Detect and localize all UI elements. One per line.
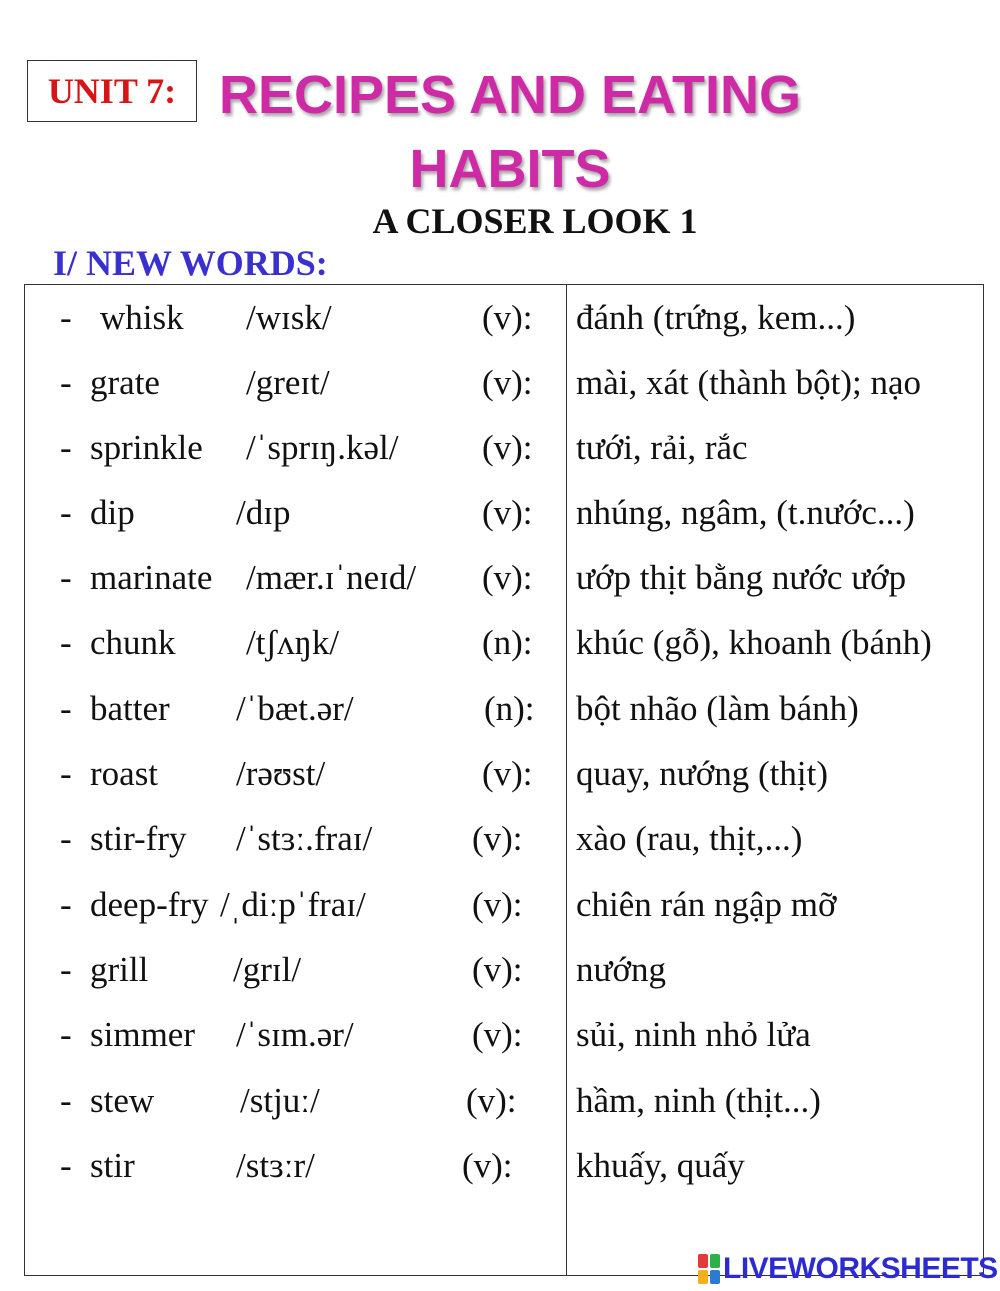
page-title: RECIPES AND EATING HABITS <box>218 65 802 199</box>
vocab-meaning: chiên rán ngập mỡ <box>576 885 837 924</box>
bullet-dash: - <box>60 1146 72 1185</box>
vocab-word: deep-fry <box>90 885 209 924</box>
vocab-word: stew <box>90 1081 155 1120</box>
vocab-row <box>0 493 1000 543</box>
vocab-word: sprinkle <box>90 428 203 467</box>
vocab-meaning: đánh (trứng, kem...) <box>576 298 856 337</box>
vocab-row <box>0 819 1000 869</box>
bullet-dash: - <box>60 950 72 989</box>
vocab-part-of-speech: (v): <box>472 885 523 924</box>
vocab-row <box>0 1146 1000 1196</box>
vocab-row <box>0 885 1000 935</box>
vocab-word: dip <box>90 493 135 532</box>
vocab-pronunciation: /ˈstɜː.fraɪ/ <box>236 819 373 858</box>
liveworksheets-logo <box>698 1252 998 1286</box>
vocab-meaning: mài, xát (thành bột); nạo <box>576 363 922 402</box>
vocab-part-of-speech: (v): <box>482 558 533 597</box>
vocab-part-of-speech: (n): <box>484 689 535 728</box>
vocab-meaning: nhúng, ngâm, (t.nước...) <box>576 493 915 532</box>
lesson-subtitle: A CLOSER LOOK 1 <box>372 201 698 241</box>
bullet-dash: - <box>60 689 72 728</box>
vocab-row <box>0 558 1000 608</box>
vocab-meaning: khúc (gỗ), khoanh (bánh) <box>576 623 932 662</box>
vocab-meaning: quay, nướng (thịt) <box>576 754 828 793</box>
vocab-pronunciation: /grɪl/ <box>233 950 302 989</box>
vocab-part-of-speech: (v): <box>482 363 533 402</box>
vocab-part-of-speech: (n): <box>482 623 533 662</box>
logo-text: LIVEWORKSHEETS <box>723 1252 998 1285</box>
vocab-part-of-speech: (v): <box>482 298 533 337</box>
vocab-meaning: bột nhão (làm bánh) <box>576 689 859 728</box>
bullet-dash: - <box>60 623 72 662</box>
bullet-dash: - <box>60 1081 72 1120</box>
vocab-word: marinate <box>90 558 213 597</box>
vocab-part-of-speech: (v): <box>482 754 533 793</box>
bullet-dash: - <box>60 363 72 402</box>
vocab-pronunciation: /stjuː/ <box>240 1081 320 1120</box>
vocab-row <box>0 689 1000 739</box>
vocab-row <box>0 1081 1000 1131</box>
vocab-meaning: ướp thịt bằng nước ướp <box>576 558 907 597</box>
vocab-word: stir-fry <box>90 819 187 858</box>
vocab-part-of-speech: (v): <box>462 1146 513 1185</box>
vocab-row <box>0 428 1000 478</box>
vocab-part-of-speech: (v): <box>472 819 523 858</box>
vocab-part-of-speech: (v): <box>482 493 533 532</box>
vocab-pronunciation: /dɪp <box>236 493 291 532</box>
section-heading: I/ NEW WORDS: <box>53 243 328 283</box>
vocab-pronunciation: /ˌdiːpˈfraɪ/ <box>220 885 366 924</box>
vocab-word: simmer <box>90 1015 195 1054</box>
vocab-pronunciation: /rəʊst/ <box>236 754 326 793</box>
vocab-word: whisk <box>100 298 184 337</box>
vocab-row <box>0 298 1000 348</box>
vocab-pronunciation: /tʃʌŋk/ <box>246 623 340 662</box>
vocab-pronunciation: /ˈsprɪŋ.kəl/ <box>246 428 399 467</box>
vocab-pronunciation: /mær.ɪˈneɪd/ <box>246 558 417 597</box>
vocab-row <box>0 754 1000 804</box>
bullet-dash: - <box>60 428 72 467</box>
vocab-row <box>0 1015 1000 1065</box>
vocab-word: grate <box>90 363 160 402</box>
vocab-part-of-speech: (v): <box>472 1015 523 1054</box>
bullet-dash: - <box>60 298 72 337</box>
vocab-pronunciation: /ˈsɪm.ər/ <box>236 1015 354 1054</box>
vocab-part-of-speech: (v): <box>482 428 533 467</box>
vocab-row <box>0 950 1000 1000</box>
bullet-dash: - <box>60 754 72 793</box>
vocab-word: grill <box>90 950 149 989</box>
bullet-dash: - <box>60 493 72 532</box>
vocab-word: stir <box>90 1146 135 1185</box>
vocab-meaning: sủi, ninh nhỏ lửa <box>576 1015 811 1054</box>
bullet-dash: - <box>60 558 72 597</box>
vocab-word: roast <box>90 754 159 793</box>
vocab-part-of-speech: (v): <box>466 1081 517 1120</box>
vocab-meaning: khuấy, quấy <box>576 1146 745 1185</box>
logo-icon <box>698 1254 720 1284</box>
vocab-meaning: nướng <box>576 950 666 989</box>
vocab-meaning: xào (rau, thịt,...) <box>576 819 803 858</box>
vocab-meaning: tưới, rải, rắc <box>576 428 748 467</box>
vocab-word: chunk <box>90 623 176 662</box>
vocab-meaning: hầm, ninh (thịt...) <box>576 1081 821 1120</box>
vocab-pronunciation: /stɜːr/ <box>236 1146 315 1185</box>
vocab-part-of-speech: (v): <box>472 950 523 989</box>
vocab-pronunciation: /wɪsk/ <box>246 298 332 337</box>
vocab-row <box>0 363 1000 413</box>
vocab-pronunciation: /greɪt/ <box>246 363 330 402</box>
bullet-dash: - <box>60 885 72 924</box>
vocab-word: batter <box>90 689 170 728</box>
vocab-pronunciation: /ˈbæt.ər/ <box>236 689 354 728</box>
bullet-dash: - <box>60 819 72 858</box>
unit-label: UNIT 7: <box>27 60 197 122</box>
bullet-dash: - <box>60 1015 72 1054</box>
vocab-row <box>0 623 1000 673</box>
